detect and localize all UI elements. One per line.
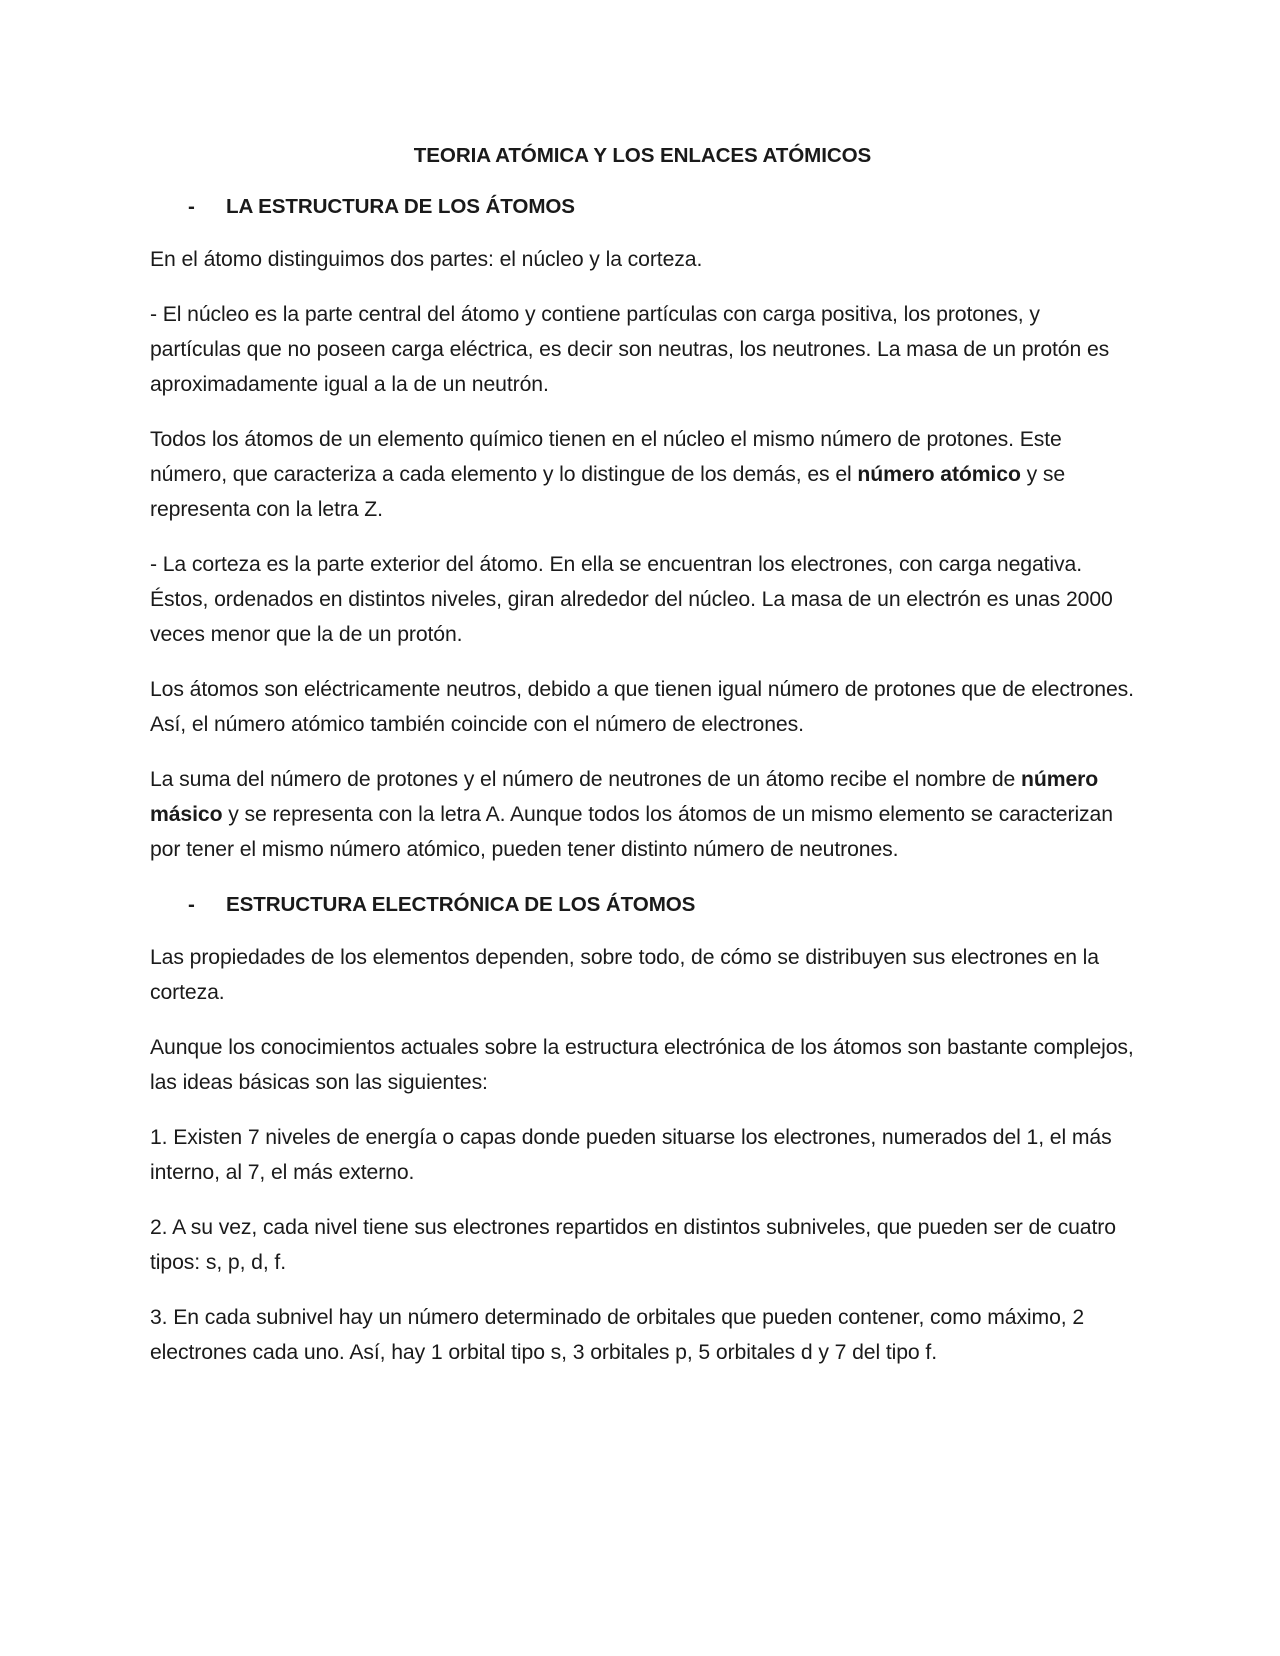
bold-term: número atómico	[857, 463, 1021, 486]
paragraph-numero-masico	[150, 762, 1135, 867]
paragraph-text: Todos los átomos de un elemento químico tienen en el núcleo el mismo número de protones. Este número, que caracteriza a cada elemento y lo distingue de los demás, es el	[150, 428, 1062, 486]
document-page	[150, 138, 1135, 1390]
paragraph-text: Las propiedades de los elementos dependen, sobre todo, de cómo se distribuyen sus electrones en la corteza.	[150, 946, 1099, 1004]
paragraph-text: y se representa con la letra A. Aunque todos los átomos de un mismo elemento se caracterizan por tener el mismo número atómico, pueden tener distinto número de neutrones.	[150, 803, 1113, 861]
heading-dash: -	[188, 195, 195, 218]
paragraph-numero-atomico	[150, 422, 1135, 527]
paragraph-ideas-basicas	[150, 1030, 1135, 1100]
paragraph-neutros	[150, 672, 1135, 742]
paragraph-text: La suma del número de protones y el número de neutrones de un átomo recibe el nombre de	[150, 768, 1022, 791]
paragraph-text: 1. Existen 7 niveles de energía o capas donde pueden situarse los electrones, numerados del 1, el más interno, al 7, el más externo.	[150, 1126, 1112, 1184]
paragraph-text: 2. A su vez, cada nivel tiene sus electrones repartidos en distintos subniveles, que pueden ser de cuatro tipos: s, p, d, f.	[150, 1216, 1116, 1274]
section-heading-text: ESTRUCTURA ELECTRÓNICA DE LOS ÁTOMOS	[226, 893, 696, 916]
list-item-orbitales	[150, 1300, 1135, 1370]
section-heading-estructura-electronica	[150, 887, 1135, 922]
paragraph-text: Los átomos son eléctricamente neutros, debido a que tienen igual número de protones que de electrones. Así, el número atómico también coincide con el número de electrones.	[150, 678, 1134, 736]
paragraph-text: - La corteza es la parte exterior del átomo. En ella se encuentran los electrones, con carga negativa. Éstos, ordenados en distintos niveles, giran alrededor del núcleo. La masa de un electrón es unas 2000 veces menor que la de un protón.	[150, 553, 1113, 646]
paragraph-text: En el átomo distinguimos dos partes: el núcleo y la corteza.	[150, 248, 703, 271]
paragraph-text: Aunque los conocimientos actuales sobre la estructura electrónica de los átomos son bastante complejos, las ideas básicas son las siguientes:	[150, 1036, 1134, 1094]
paragraph-propiedades	[150, 940, 1135, 1010]
bold-term: número másico	[150, 768, 1099, 826]
paragraph-text: - El núcleo es la parte central del átomo y contiene partículas con carga positiva, los protones, y partículas que no poseen carga eléctrica, es decir son neutras, los neutrones. La masa de un protón es aproximadamente igual a la de un neutrón.	[150, 303, 1110, 396]
paragraph-text: y se representa con la letra Z.	[150, 463, 1066, 521]
section-heading-text: LA ESTRUCTURA DE LOS ÁTOMOS	[226, 195, 575, 218]
document-title: TEORIA ATÓMICA Y LOS ENLACES ATÓMICOS	[413, 144, 872, 167]
heading-dash: -	[188, 893, 195, 916]
list-item-subniveles	[150, 1210, 1135, 1280]
paragraph-corteza	[150, 547, 1135, 652]
list-item-niveles	[150, 1120, 1135, 1190]
paragraph-partes-atomo	[150, 242, 1135, 277]
paragraph-nucleo	[150, 297, 1135, 402]
paragraph-text: 3. En cada subnivel hay un número determinado de orbitales que pueden contener, como máximo, 2 electrones cada uno. Así, hay 1 orbital tipo s, 3 orbitales p, 5 orbitales d y 7 del tipo f.	[150, 1306, 1085, 1364]
section-heading-estructura-atomos	[150, 189, 1135, 224]
